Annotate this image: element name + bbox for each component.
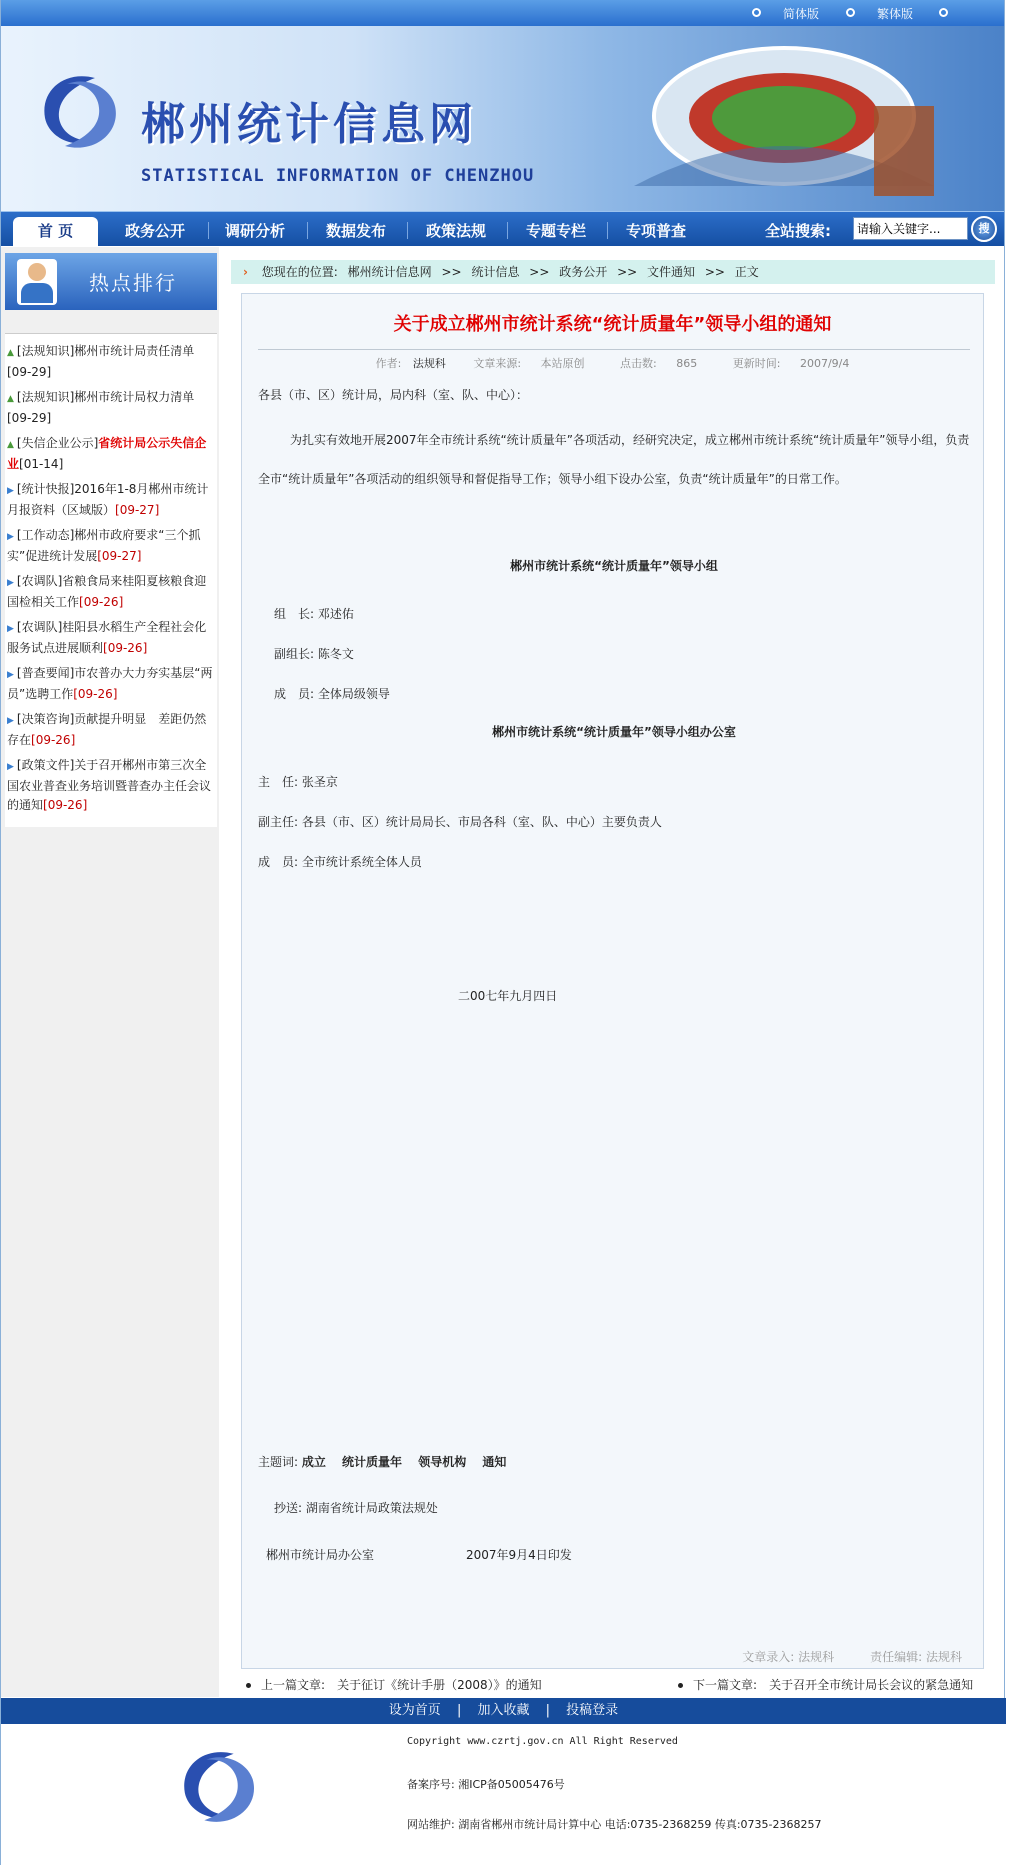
issue-date: 2007年9月4日印发 xyxy=(466,1548,572,1562)
footer xyxy=(1,1724,1006,1865)
prev-link[interactable]: 关于征订《统计手册（2008）》的通知 xyxy=(337,1678,542,1692)
office-vice-director: 副主任: 各县（市、区）统计局局长、市局各科（室、队、中心）主要负责人 xyxy=(258,815,662,829)
arrow-icon: › xyxy=(243,265,248,279)
nav-divider xyxy=(307,222,308,239)
keywords-label: 主题词: xyxy=(258,1455,299,1469)
triangle-icon: ▶ xyxy=(7,670,14,680)
bullet-icon xyxy=(246,1683,251,1688)
nav-divider xyxy=(607,222,608,239)
nav-item[interactable]: 政策法规 xyxy=(426,222,487,240)
list-item-title[interactable]: [普查要闻]市农普办大力夯实基层“两员”选聘工作 xyxy=(7,666,213,701)
bullet-icon xyxy=(939,8,948,17)
site-title: 郴州统计信息网 xyxy=(141,99,477,150)
nav-item[interactable]: 专项普查 xyxy=(626,222,687,240)
footer-separator: | xyxy=(545,1703,551,1718)
article-footer-meta xyxy=(242,1648,962,1665)
keywords xyxy=(258,1452,970,1472)
group-deputy: 副组长: 陈冬文 xyxy=(274,647,354,661)
triangle-icon: ▲ xyxy=(7,440,14,450)
main-nav xyxy=(1,211,1004,246)
office-title: 郴州市统计系统“统计质量年”领导小组办公室 xyxy=(492,725,736,739)
list-item-date: [01-14] xyxy=(19,457,64,471)
list-item-date: [09-29] xyxy=(7,365,52,379)
list-item[interactable] xyxy=(7,756,215,815)
list-item[interactable] xyxy=(7,342,215,382)
group-leader: 组 长: 邓述佑 xyxy=(274,607,354,621)
banner xyxy=(1,26,1004,211)
breadcrumb-link[interactable]: 统计信息 xyxy=(471,265,520,279)
triangle-icon: ▶ xyxy=(7,486,14,496)
list-item-date: [09-26] xyxy=(103,641,148,655)
copyright: Copyright www.czrtj.gov.cn All Right Reserved xyxy=(407,1736,678,1747)
source-value: 本站原创 xyxy=(540,357,585,370)
office-members: 成 员: 全市统计系统全体人员 xyxy=(258,855,422,869)
list-item-title[interactable]: [法规知识]郴州市统计局责任清单 xyxy=(16,344,195,358)
author-value: 法规科 xyxy=(412,357,446,370)
bullet-icon xyxy=(752,8,761,17)
breadcrumb-separator: >> xyxy=(441,265,462,279)
issuer: 郴州市统计局办公室 xyxy=(266,1548,375,1562)
nav-divider xyxy=(507,222,508,239)
bullet-icon xyxy=(678,1683,683,1688)
keywords-value: 成立 统计质量年 领导机构 通知 xyxy=(301,1455,507,1469)
list-item[interactable] xyxy=(7,664,215,704)
breadcrumb-link[interactable]: 郴州统计信息网 xyxy=(347,265,432,279)
simplified-link[interactable]: 简体版 xyxy=(783,7,820,21)
triangle-icon: ▶ xyxy=(7,716,14,726)
list-item-date: [09-27] xyxy=(97,549,142,563)
next-label: 下一篇文章: xyxy=(693,1678,758,1692)
salutation: 各县（市、区）统计局，局内科（室、队、中心）： xyxy=(258,388,529,402)
set-homepage-link[interactable]: 设为首页 xyxy=(388,1703,441,1718)
breadcrumb xyxy=(231,260,995,284)
breadcrumb-separator: >> xyxy=(529,265,550,279)
breadcrumb-separator: >> xyxy=(617,265,638,279)
list-item[interactable] xyxy=(7,434,215,474)
author-label: 作者: xyxy=(375,357,402,370)
search-button[interactable]: 搜 xyxy=(971,216,997,242)
breadcrumb-link[interactable]: 文件通知 xyxy=(647,265,696,279)
list-item-date: [09-26] xyxy=(43,798,88,812)
nav-item[interactable]: 政务公开 xyxy=(125,222,186,240)
next-link[interactable]: 关于召开全市统计局长会议的紧急通知 xyxy=(769,1678,974,1692)
avatar-icon xyxy=(17,259,57,305)
clicks-label: 点击数: xyxy=(620,357,657,370)
list-item-date: [09-26] xyxy=(31,733,76,747)
list-item-date: [09-27] xyxy=(115,503,160,517)
cc-line: 抄送: 湖南省统计局政策法规处 xyxy=(274,1501,438,1515)
entry-by: 文章录入: 法规科 xyxy=(742,1650,835,1664)
updated-value: 2007/9/4 xyxy=(799,357,850,370)
logo-icon xyxy=(35,70,125,154)
breadcrumb-separator: >> xyxy=(704,265,725,279)
site-subtitle: STATISTICAL INFORMATION OF CHENZHOU xyxy=(141,166,535,186)
group-members: 成 员: 全体局级领导 xyxy=(274,687,390,701)
triangle-icon: ▶ xyxy=(7,578,14,588)
paragraph: 为扎实有效地开展2007年全市统计系统“统计质量年”各项活动，经研究决定，成立郴州市统计系统“统计质量年”领导小组，负责全市“统计质量年”各项活动的组织领导和督促指导工作；领导小组下设办公室，负责“统计质量年”的日常工作。 xyxy=(258,433,970,486)
traditional-link[interactable]: 繁体版 xyxy=(877,7,914,21)
list-item[interactable] xyxy=(7,388,215,428)
nav-item[interactable]: 数据发布 xyxy=(326,222,387,240)
nav-item[interactable]: 专题专栏 xyxy=(526,222,587,240)
updated-label: 更新时间: xyxy=(732,357,781,370)
list-item-highlight[interactable]: 省统计局公示失信企业 xyxy=(7,436,207,471)
footer-links xyxy=(1,1698,1006,1724)
hot-ranking-title: 热点排行 xyxy=(89,271,177,295)
search-input[interactable] xyxy=(853,217,968,240)
add-favorite-link[interactable]: 加入收藏 xyxy=(477,1703,530,1718)
nav-home[interactable]: 首 页 xyxy=(13,217,98,247)
footer-separator: | xyxy=(456,1703,462,1718)
office-director: 主 任: 张圣京 xyxy=(258,775,338,789)
editor: 责任编辑: 法规科 xyxy=(870,1650,962,1664)
stadium-image xyxy=(614,46,944,196)
triangle-icon: ▶ xyxy=(7,762,14,772)
next-article[interactable] xyxy=(678,1676,973,1693)
triangle-icon: ▶ xyxy=(7,624,14,634)
list-item-title[interactable]: [农调队]桂阳县水稻生产全程社会化服务试点进展顺利 xyxy=(7,620,207,655)
bullet-icon xyxy=(846,8,855,17)
list-item[interactable] xyxy=(7,572,215,612)
list-item[interactable] xyxy=(7,480,215,520)
article-title: 关于成立郴州市统计系统“统计质量年”领导小组的通知 xyxy=(393,314,832,335)
prev-label: 上一篇文章: xyxy=(261,1678,326,1692)
list-item-title[interactable]: [农调队]省粮食局来桂阳夏核粮食迎国检相关工作 xyxy=(7,574,207,609)
triangle-icon: ▲ xyxy=(7,348,14,358)
list-item-date: [09-26] xyxy=(73,687,118,701)
list-item-title[interactable]: [决策咨询]贡献提升明显 差距仍然存在 xyxy=(7,712,207,747)
submit-login-link[interactable]: 投稿登录 xyxy=(566,1703,619,1718)
nav-item[interactable]: 调研分析 xyxy=(225,222,286,240)
top-bar xyxy=(1,0,1004,26)
prev-article[interactable] xyxy=(246,1676,542,1693)
triangle-icon: ▲ xyxy=(7,394,14,404)
list-item-date: [09-26] xyxy=(79,595,124,609)
list-item-title[interactable]: [工作动态]郴州市政府要求“三个抓实”促进统计发展 xyxy=(7,528,201,563)
article-panel xyxy=(241,293,984,1669)
list-item[interactable] xyxy=(7,526,215,566)
issue-date-cn: 二00七年九月四日 xyxy=(458,989,558,1003)
breadcrumb-link[interactable]: 政务公开 xyxy=(559,265,608,279)
nav-divider xyxy=(407,222,408,239)
hot-ranking-header xyxy=(5,253,217,310)
source-label: 文章来源: xyxy=(473,357,522,370)
list-item-title[interactable]: [法规知识]郴州市统计局权力清单 xyxy=(16,390,195,404)
breadcrumb-label: 您现在的位置: xyxy=(261,265,338,279)
breadcrumb-current: 正文 xyxy=(734,265,759,279)
divider xyxy=(258,349,970,350)
list-item-title[interactable]: [政策文件]关于召开郴州市第三次全国农业普查业务培训暨普查办主任会议的通知 xyxy=(7,758,212,812)
triangle-icon: ▶ xyxy=(7,532,14,542)
nav-divider xyxy=(208,222,209,239)
footer-logo-icon xyxy=(175,1746,263,1828)
list-item-title[interactable]: [失信企业公示] xyxy=(16,436,99,450)
sidebar xyxy=(1,247,219,1697)
list-item-title[interactable]: [统计快报]2016年1-8月郴州市统计月报资料（区域版） xyxy=(7,482,209,517)
maintenance-info: 网站维护: 湖南省郴州市统计局计算中心 电话:0735-2368259 传真:0735-2368257 xyxy=(407,1818,822,1831)
list-item[interactable] xyxy=(7,710,215,750)
list-item[interactable] xyxy=(7,618,215,658)
list-item-date: [09-29] xyxy=(7,411,52,425)
hot-ranking-list xyxy=(5,333,217,827)
group-title: 郴州市统计系统“统计质量年”领导小组 xyxy=(510,559,718,573)
clicks-value: 865 xyxy=(676,357,698,370)
search-label: 全站搜索: xyxy=(765,222,831,240)
article-meta xyxy=(242,355,983,371)
icp-number: 备案序号: 湘ICP备05005476号 xyxy=(407,1778,565,1791)
